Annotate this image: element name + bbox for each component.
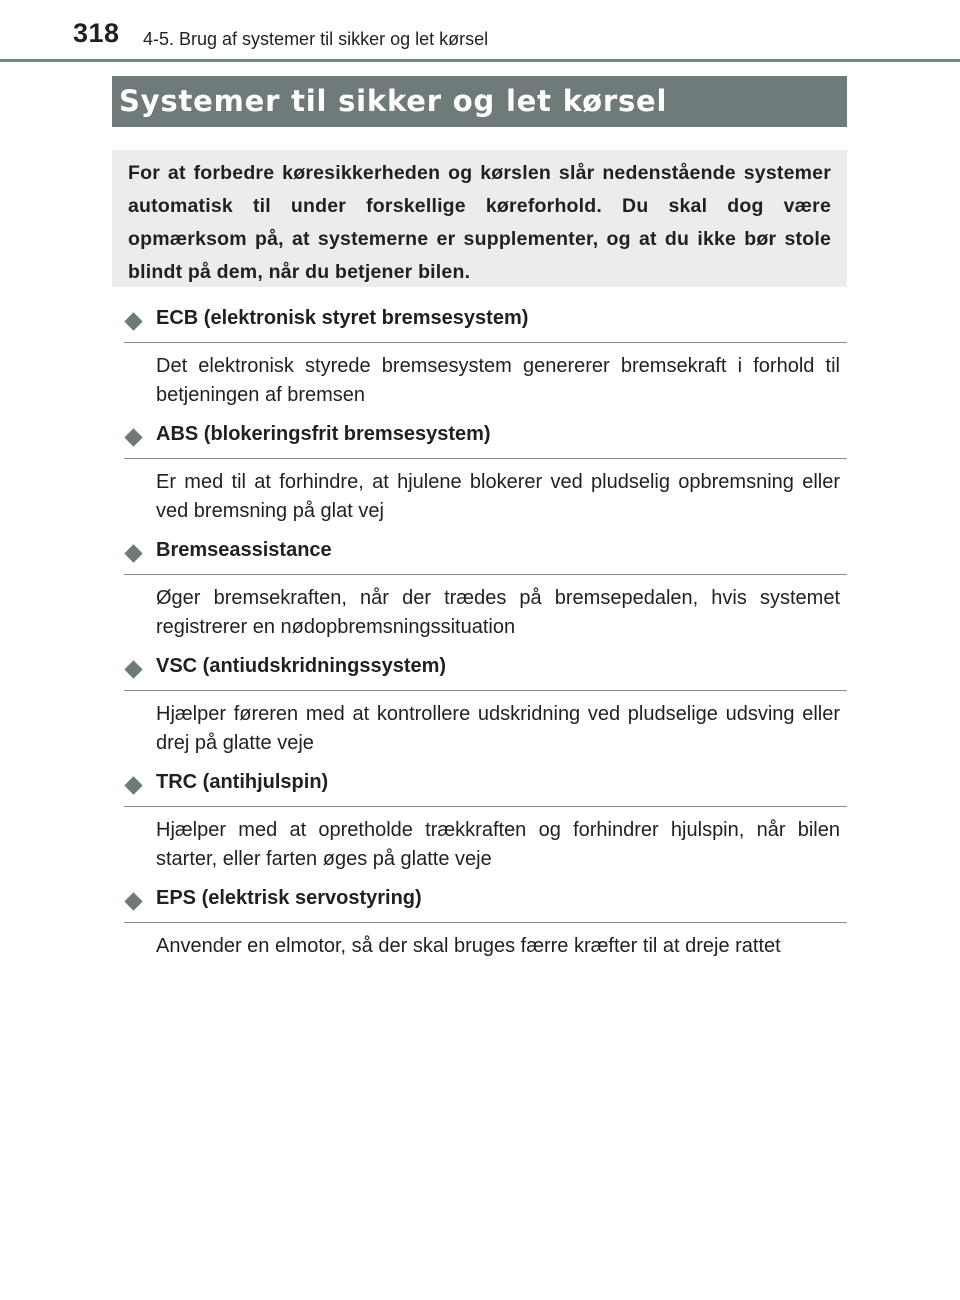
intro-box <box>112 150 847 287</box>
section-heading-bremseassistance <box>124 538 847 575</box>
header-rule <box>0 59 960 62</box>
section-heading-text: EPS (elektrisk servostyring) <box>156 887 422 909</box>
section-heading-abs <box>124 422 847 459</box>
section-heading-text: TRC (antihjulspin) <box>156 771 329 793</box>
diamond-bullet-icon <box>124 660 142 678</box>
section-body-trc: Hjælper med at opretholde trækkraften og forhindrer hjulspin, når bilen starter, eller farten øges på glatte veje <box>156 819 840 870</box>
page-number: 318 <box>73 18 120 48</box>
section-heading-ecb <box>124 306 847 343</box>
diamond-bullet-icon <box>124 892 142 910</box>
page-title: Systemer til sikker og let kørsel <box>119 84 668 118</box>
title-band <box>112 76 847 127</box>
section-body-eps: Anvender en elmotor, så der skal bruges færre kræfter til at dreje rattet <box>156 935 781 957</box>
section-heading-eps <box>124 886 847 923</box>
intro-text: For at forbedre køresikkerheden og kørslen slår nedenstående systemer automatisk til under forskellige køreforhold. Du skal dog være opmærksom på, at systemerne er supplementer, og at du ikke bør stole blindt på dem, når du betjener bilen. <box>128 162 831 283</box>
section-body-ecb: Det elektronisk styrede bremsesystem genererer bremsekraft i forhold til betjeningen af bremsen <box>156 355 840 406</box>
diamond-bullet-icon <box>124 776 142 794</box>
section-body-vsc: Hjælper føreren med at kontrollere udskridning ved pludselige udsving eller drej på glatte veje <box>156 703 840 754</box>
section-heading-vsc <box>124 654 847 691</box>
section-heading-text: ECB (elektronisk styret bremsesystem) <box>156 307 529 329</box>
section-body-abs: Er med til at forhindre, at hjulene blokerer ved pludselig opbremsning eller ved bremsning på glat vej <box>156 471 840 522</box>
diamond-bullet-icon <box>124 428 142 446</box>
section-heading-text: ABS (blokeringsfrit bremsesystem) <box>156 423 491 445</box>
section-heading-trc <box>124 770 847 807</box>
diamond-bullet-icon <box>124 312 142 330</box>
section-body-bremseassistance: Øger bremsekraften, når der trædes på bremsepedalen, hvis systemet registrerer en nødopbremsningssituation <box>156 587 840 638</box>
diamond-bullet-icon <box>124 544 142 562</box>
section-heading-text: Bremseassistance <box>156 539 332 561</box>
running-header: 4-5. Brug af systemer til sikker og let kørsel <box>143 29 489 49</box>
section-heading-text: VSC (antiudskridningssystem) <box>156 655 447 677</box>
